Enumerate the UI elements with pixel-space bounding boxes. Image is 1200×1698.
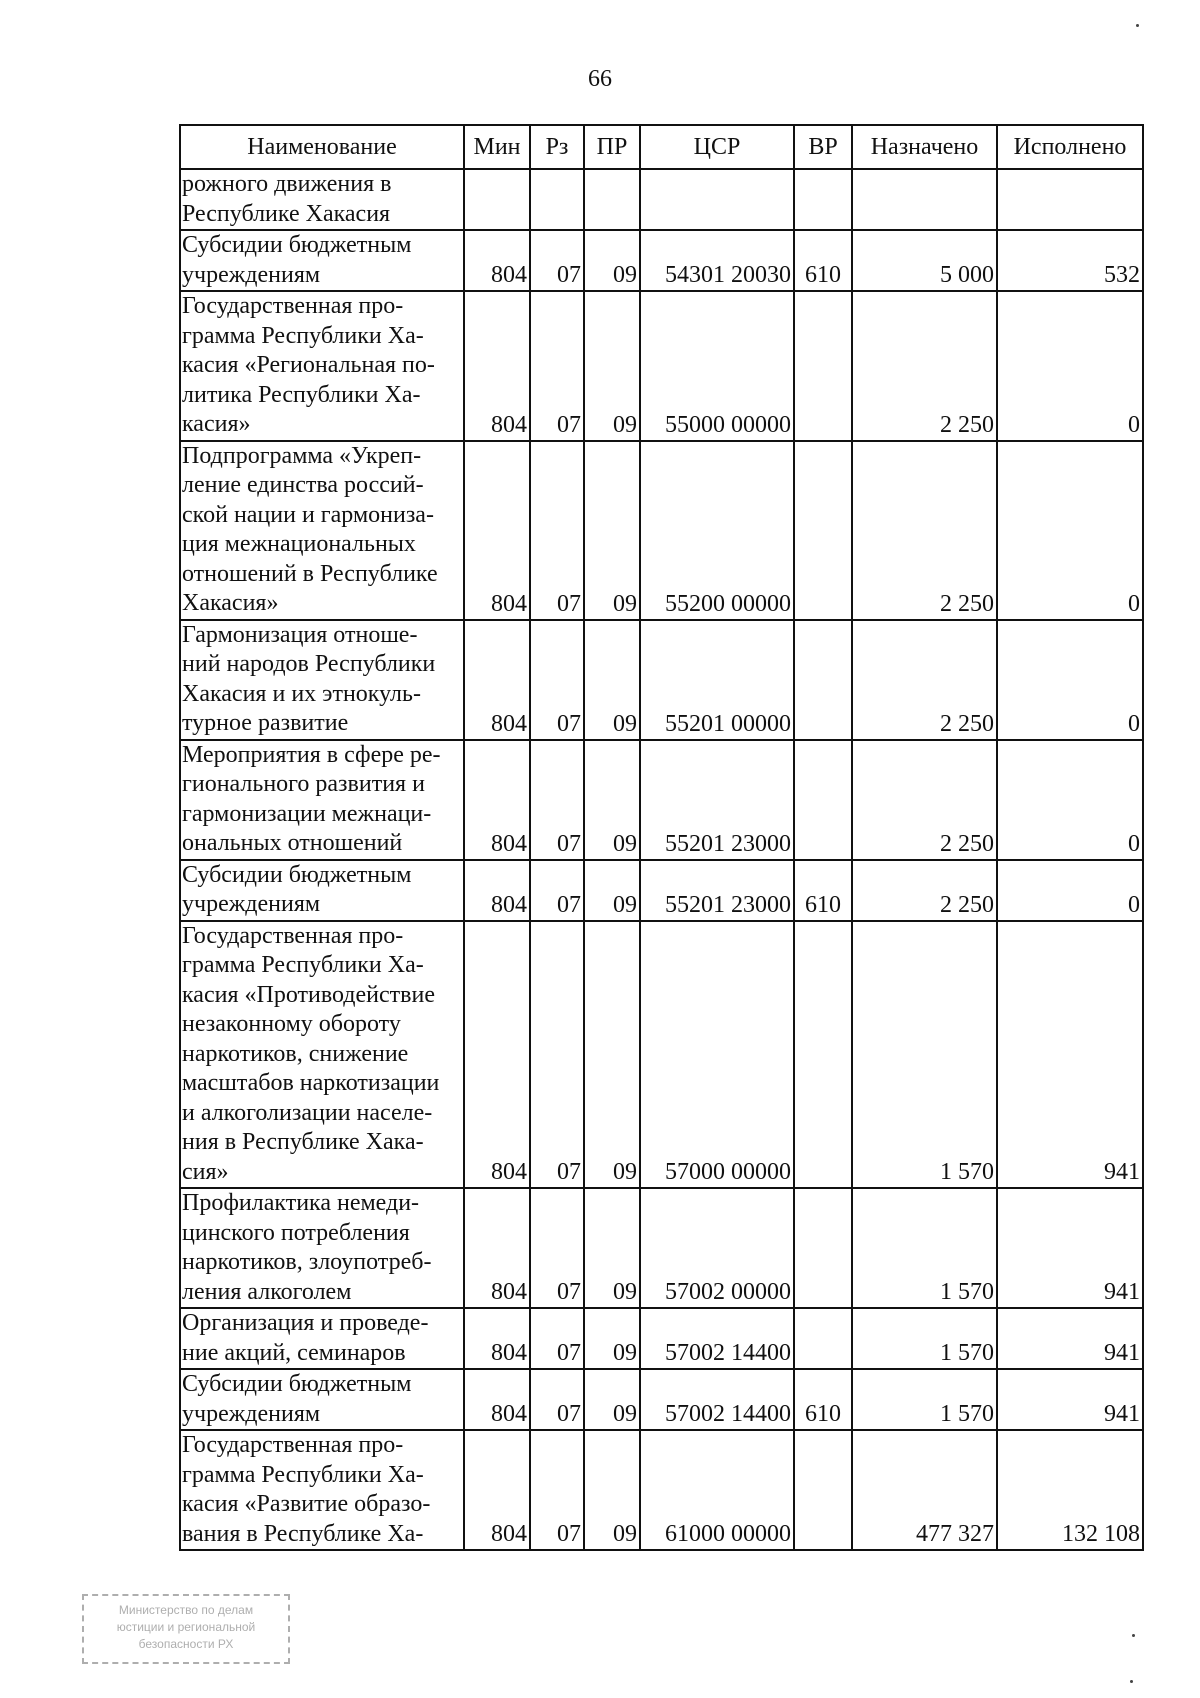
header-rz: Рз <box>530 125 584 169</box>
cell-min: 804 <box>464 291 530 441</box>
cell-vr <box>794 291 852 441</box>
cell-pr: 09 <box>584 740 640 860</box>
header-vr: ВР <box>794 125 852 169</box>
table-row <box>180 1430 1143 1550</box>
cell-name: Профилактика немеди- цинского потребления наркотиков, злоупотреб- ления алкоголем <box>180 1188 464 1308</box>
cell-vr: 610 <box>794 860 852 921</box>
cell-assigned: 1 570 <box>852 1188 997 1308</box>
cell-min: 804 <box>464 921 530 1189</box>
header-min: Мин <box>464 125 530 169</box>
cell-vr <box>794 620 852 740</box>
table-row <box>180 860 1143 921</box>
cell-rz: 07 <box>530 620 584 740</box>
cell-name: Субсидии бюджетным учреждениям <box>180 1369 464 1430</box>
table-row <box>180 1308 1143 1369</box>
cell-pr: 09 <box>584 291 640 441</box>
cell-csr: 61000 00000 <box>640 1430 794 1550</box>
page-number: 66 <box>588 66 612 92</box>
cell-vr <box>794 921 852 1189</box>
cell-rz <box>530 169 584 230</box>
cell-name: Государственная про- грамма Республики Ха- касия «Развитие образо- вания в Республике Ха- <box>180 1430 464 1550</box>
cell-csr: 55201 23000 <box>640 860 794 921</box>
scan-speck <box>1130 1680 1133 1683</box>
cell-vr <box>794 1308 852 1369</box>
cell-min: 804 <box>464 230 530 291</box>
cell-pr: 09 <box>584 620 640 740</box>
cell-rz: 07 <box>530 291 584 441</box>
table-row <box>180 291 1143 441</box>
header-assigned: Назначено <box>852 125 997 169</box>
table-row <box>180 441 1143 620</box>
registration-stamp: Министерство по делам юстиции и региональной безопасности РХ <box>82 1594 290 1664</box>
cell-executed <box>997 169 1143 230</box>
cell-vr <box>794 441 852 620</box>
cell-executed: 0 <box>997 441 1143 620</box>
cell-rz: 07 <box>530 1430 584 1550</box>
cell-name: Государственная про- грамма Республики Ха- касия «Региональная по- литика Республики Ха- касия» <box>180 291 464 441</box>
header-executed: Исполнено <box>997 125 1143 169</box>
cell-executed: 941 <box>997 1188 1143 1308</box>
cell-rz: 07 <box>530 441 584 620</box>
cell-executed: 941 <box>997 921 1143 1189</box>
cell-assigned: 477 327 <box>852 1430 997 1550</box>
table-row <box>180 620 1143 740</box>
cell-min: 804 <box>464 740 530 860</box>
cell-name: Мероприятия в сфере ре- гионального развития и гармонизации межнаци- ональных отношений <box>180 740 464 860</box>
cell-vr: 610 <box>794 230 852 291</box>
cell-vr: 610 <box>794 1369 852 1430</box>
cell-vr <box>794 1188 852 1308</box>
cell-rz: 07 <box>530 921 584 1189</box>
cell-executed: 0 <box>997 620 1143 740</box>
table-row <box>180 230 1143 291</box>
budget-table <box>179 124 1144 1551</box>
cell-pr: 09 <box>584 1369 640 1430</box>
cell-executed: 0 <box>997 860 1143 921</box>
cell-min: 804 <box>464 1308 530 1369</box>
cell-executed: 941 <box>997 1308 1143 1369</box>
cell-vr <box>794 1430 852 1550</box>
cell-name: Организация и проведе- ние акций, семинаров <box>180 1308 464 1369</box>
cell-pr <box>584 169 640 230</box>
cell-assigned: 1 570 <box>852 921 997 1189</box>
cell-rz: 07 <box>530 230 584 291</box>
cell-csr: 54301 20030 <box>640 230 794 291</box>
cell-vr <box>794 169 852 230</box>
cell-min: 804 <box>464 1188 530 1308</box>
table-row <box>180 1188 1143 1308</box>
cell-executed: 0 <box>997 291 1143 441</box>
cell-min: 804 <box>464 441 530 620</box>
table-row <box>180 169 1143 230</box>
table-row <box>180 1369 1143 1430</box>
cell-rz: 07 <box>530 860 584 921</box>
cell-pr: 09 <box>584 921 640 1189</box>
cell-executed: 0 <box>997 740 1143 860</box>
cell-assigned: 1 570 <box>852 1369 997 1430</box>
cell-name: Субсидии бюджетным учреждениям <box>180 230 464 291</box>
cell-pr: 09 <box>584 441 640 620</box>
cell-vr <box>794 740 852 860</box>
cell-assigned <box>852 169 997 230</box>
table-row <box>180 921 1143 1189</box>
cell-min: 804 <box>464 1430 530 1550</box>
cell-rz: 07 <box>530 740 584 860</box>
cell-name: Гармонизация отноше- ний народов Республики Хакасия и их этнокуль- турное развитие <box>180 620 464 740</box>
cell-min: 804 <box>464 860 530 921</box>
cell-min: 804 <box>464 1369 530 1430</box>
scan-speck <box>1132 1634 1135 1637</box>
cell-name: Государственная про- грамма Республики Ха- касия «Противодействие незаконному обороту наркотиков, снижение масштабов наркотизации и алкоголизации населе- ния в Республике Хака- сия» <box>180 921 464 1189</box>
cell-rz: 07 <box>530 1188 584 1308</box>
cell-csr: 55201 23000 <box>640 740 794 860</box>
cell-csr: 55000 00000 <box>640 291 794 441</box>
cell-pr: 09 <box>584 1308 640 1369</box>
cell-assigned: 2 250 <box>852 860 997 921</box>
cell-csr: 57000 00000 <box>640 921 794 1189</box>
header-pr: ПР <box>584 125 640 169</box>
cell-csr: 55201 00000 <box>640 620 794 740</box>
cell-rz: 07 <box>530 1308 584 1369</box>
scan-speck <box>1136 24 1139 27</box>
cell-name: Подпрограмма «Укреп- ление единства россий- ской нации и гармониза- ция межнациональных отношений в Республике Хакасия» <box>180 441 464 620</box>
cell-name: Субсидии бюджетным учреждениям <box>180 860 464 921</box>
header-name: Наименование <box>180 125 464 169</box>
cell-executed: 532 <box>997 230 1143 291</box>
cell-assigned: 5 000 <box>852 230 997 291</box>
cell-pr: 09 <box>584 230 640 291</box>
cell-assigned: 2 250 <box>852 441 997 620</box>
cell-assigned: 1 570 <box>852 1308 997 1369</box>
cell-pr: 09 <box>584 1430 640 1550</box>
header-csr: ЦСР <box>640 125 794 169</box>
cell-csr: 57002 14400 <box>640 1308 794 1369</box>
cell-min: 804 <box>464 620 530 740</box>
cell-min <box>464 169 530 230</box>
cell-executed: 941 <box>997 1369 1143 1430</box>
table-header-row <box>180 125 1143 169</box>
cell-csr: 55200 00000 <box>640 441 794 620</box>
cell-name: рожного движения в Республике Хакасия <box>180 169 464 230</box>
cell-csr: 57002 14400 <box>640 1369 794 1430</box>
cell-csr <box>640 169 794 230</box>
cell-rz: 07 <box>530 1369 584 1430</box>
cell-csr: 57002 00000 <box>640 1188 794 1308</box>
table-row <box>180 740 1143 860</box>
cell-executed: 132 108 <box>997 1430 1143 1550</box>
cell-pr: 09 <box>584 1188 640 1308</box>
cell-assigned: 2 250 <box>852 740 997 860</box>
cell-assigned: 2 250 <box>852 620 997 740</box>
cell-assigned: 2 250 <box>852 291 997 441</box>
cell-pr: 09 <box>584 860 640 921</box>
